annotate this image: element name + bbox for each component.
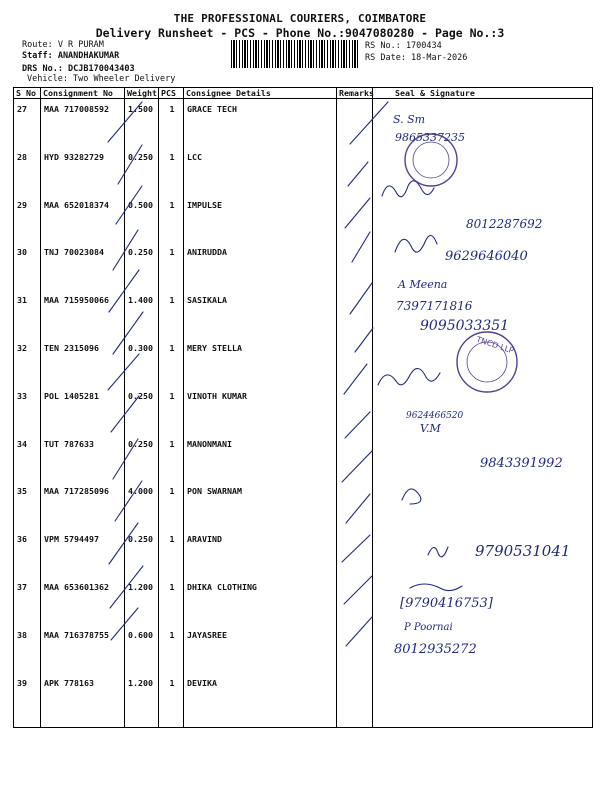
cell-pcs: 1 xyxy=(159,99,184,147)
cell-remarks xyxy=(337,147,373,195)
cell-sno: 39 xyxy=(14,673,41,728)
handwritten-phone: 9843391992 xyxy=(480,456,563,471)
table-row xyxy=(14,147,593,195)
cell-weight: 0.250 xyxy=(125,529,159,577)
cell-weight: 1.500 xyxy=(125,99,159,147)
table-row xyxy=(14,625,593,673)
cell-consignee: ARAVIND xyxy=(184,529,337,577)
col-pcs: PCS xyxy=(159,88,184,99)
cell-seal xyxy=(373,529,593,577)
cell-pcs: 1 xyxy=(159,242,184,290)
cell-seal xyxy=(373,99,593,147)
cell-pcs: 1 xyxy=(159,529,184,577)
route-label: Route: V R PURAM xyxy=(22,40,104,50)
cell-consignment: MAA 716378755 xyxy=(41,625,125,673)
cell-sno: 38 xyxy=(14,625,41,673)
cell-pcs: 1 xyxy=(159,577,184,625)
cell-seal xyxy=(373,290,593,338)
cell-remarks xyxy=(337,481,373,529)
cell-sno: 36 xyxy=(14,529,41,577)
cell-sno: 33 xyxy=(14,386,41,434)
cell-consignment: HYD 93282729 xyxy=(41,147,125,195)
table-row xyxy=(14,673,593,728)
handwritten-name: A Meena xyxy=(398,278,448,291)
table-row xyxy=(14,290,593,338)
handwritten-name: V.M xyxy=(420,422,441,435)
cell-sno: 32 xyxy=(14,338,41,386)
cell-consignment: APK 778163 xyxy=(41,673,125,728)
cell-weight: 0.250 xyxy=(125,147,159,195)
handwritten-name: P Poornai xyxy=(404,622,453,633)
cell-pcs: 1 xyxy=(159,386,184,434)
cell-seal xyxy=(373,481,593,529)
rs-date: RS Date: 18-Mar-2026 xyxy=(365,53,468,63)
col-weight: Weight xyxy=(125,88,159,99)
cell-consignee: JAYASREE xyxy=(184,625,337,673)
cell-remarks xyxy=(337,434,373,482)
cell-weight: 0.500 xyxy=(125,195,159,243)
table-row xyxy=(14,577,593,625)
cell-consignee: MERY STELLA xyxy=(184,338,337,386)
cell-consignee: IMPULSE xyxy=(184,195,337,243)
table-row xyxy=(14,99,593,147)
cell-consignee: DEVIKA xyxy=(184,673,337,728)
cell-consignment: MAA 717285096 xyxy=(41,481,125,529)
cell-sno: 27 xyxy=(14,99,41,147)
handwritten-phone: 7397171816 xyxy=(396,299,473,313)
col-remarks: Remarks xyxy=(337,88,373,99)
cell-weight: 1.400 xyxy=(125,290,159,338)
cell-sno: 35 xyxy=(14,481,41,529)
cell-seal xyxy=(373,673,593,728)
handwritten-phone: 9865337235 xyxy=(395,131,465,144)
cell-pcs: 1 xyxy=(159,673,184,728)
cell-seal xyxy=(373,338,593,386)
cell-weight: 0.250 xyxy=(125,434,159,482)
cell-remarks xyxy=(337,338,373,386)
cell-consignee: LCC xyxy=(184,147,337,195)
cell-sno: 34 xyxy=(14,434,41,482)
rs-number: RS No.: 1700434 xyxy=(365,41,442,51)
cell-consignee: VINOTH KUMAR xyxy=(184,386,337,434)
cell-weight: 1.200 xyxy=(125,673,159,728)
cell-consignment: MAA 715950066 xyxy=(41,290,125,338)
table-row xyxy=(14,195,593,243)
company-title: THE PROFESSIONAL COURIERS, COIMBATORE xyxy=(173,12,427,25)
cell-seal xyxy=(373,577,593,625)
cell-sno: 29 xyxy=(14,195,41,243)
cell-consignment: MAA 653601362 xyxy=(41,577,125,625)
cell-weight: 0.250 xyxy=(125,386,159,434)
cell-consignment: TEN 2315096 xyxy=(41,338,125,386)
handwritten-phone: 9095033351 xyxy=(420,318,510,334)
cell-sno: 31 xyxy=(14,290,41,338)
table-row xyxy=(14,338,593,386)
cell-seal xyxy=(373,434,593,482)
cell-remarks xyxy=(337,99,373,147)
cell-pcs: 1 xyxy=(159,481,184,529)
handwritten-name: S. Sm xyxy=(393,113,426,126)
cell-consignee: GRACE TECH xyxy=(184,99,337,147)
table-row xyxy=(14,481,593,529)
cell-pcs: 1 xyxy=(159,434,184,482)
cell-consignee: PON SWARNAM xyxy=(184,481,337,529)
handwritten-phone: 9790531041 xyxy=(475,542,571,560)
table-row xyxy=(14,434,593,482)
cell-pcs: 1 xyxy=(159,625,184,673)
cell-consignment: POL 1405281 xyxy=(41,386,125,434)
cell-weight: 1.200 xyxy=(125,577,159,625)
runsheet-subtitle: Delivery Runsheet - PCS - Phone No.:9047080280 - Page No.:3 xyxy=(95,26,505,40)
cell-consignment: TUT 787633 xyxy=(41,434,125,482)
table-row xyxy=(14,529,593,577)
col-consignee: Consignee Details xyxy=(184,88,337,99)
table-row xyxy=(14,386,593,434)
cell-pcs: 1 xyxy=(159,290,184,338)
cell-remarks xyxy=(337,577,373,625)
cell-consignment: TNJ 70023084 xyxy=(41,242,125,290)
handwritten-phone: 9629646040 xyxy=(445,249,528,264)
cell-seal xyxy=(373,147,593,195)
cell-sno: 28 xyxy=(14,147,41,195)
cell-remarks xyxy=(337,386,373,434)
table-header-row xyxy=(14,88,593,99)
cell-consignee: MANONMANI xyxy=(184,434,337,482)
col-sno: S No xyxy=(14,88,41,99)
handwritten-phone: 8012935272 xyxy=(394,642,477,657)
cell-consignee: SASIKALA xyxy=(184,290,337,338)
cell-seal xyxy=(373,242,593,290)
cell-consignee: ANIRUDDA xyxy=(184,242,337,290)
cell-remarks xyxy=(337,242,373,290)
cell-pcs: 1 xyxy=(159,338,184,386)
cell-remarks xyxy=(337,625,373,673)
cell-weight: 0.250 xyxy=(125,242,159,290)
cell-remarks xyxy=(337,673,373,728)
handwritten-phone: 8012287692 xyxy=(466,217,543,231)
cell-weight: 4.000 xyxy=(125,481,159,529)
cell-seal xyxy=(373,386,593,434)
handwritten-phone: 9624466520 xyxy=(406,411,464,421)
cell-remarks xyxy=(337,290,373,338)
cell-pcs: 1 xyxy=(159,195,184,243)
vehicle-label: Vehicle: Two Wheeler Delivery xyxy=(27,74,176,84)
cell-consignment: MAA 717008592 xyxy=(41,99,125,147)
cell-remarks xyxy=(337,195,373,243)
cell-seal xyxy=(373,625,593,673)
cell-consignment: MAA 652018374 xyxy=(41,195,125,243)
cell-seal xyxy=(373,195,593,243)
handwritten-phone: [9790416753] xyxy=(400,596,493,611)
runsheet-table xyxy=(13,87,593,728)
cell-remarks xyxy=(337,529,373,577)
cell-sno: 37 xyxy=(14,577,41,625)
col-seal: Seal & Signature xyxy=(373,88,593,99)
cell-pcs: 1 xyxy=(159,147,184,195)
col-consignment: Consignment No xyxy=(41,88,125,99)
table-row xyxy=(14,242,593,290)
cell-sno: 30 xyxy=(14,242,41,290)
barcode xyxy=(231,40,359,68)
staff-label: Staff: ANANDHAKUMAR xyxy=(22,51,120,61)
cell-weight: 0.300 xyxy=(125,338,159,386)
cell-consignee: DHIKA CLOTHING xyxy=(184,577,337,625)
stamp-text: TNCD LLP xyxy=(475,334,515,356)
cell-consignment: VPM 5794497 xyxy=(41,529,125,577)
cell-weight: 0.600 xyxy=(125,625,159,673)
drs-number: DRS No.: DCJB170043403 xyxy=(22,64,135,74)
